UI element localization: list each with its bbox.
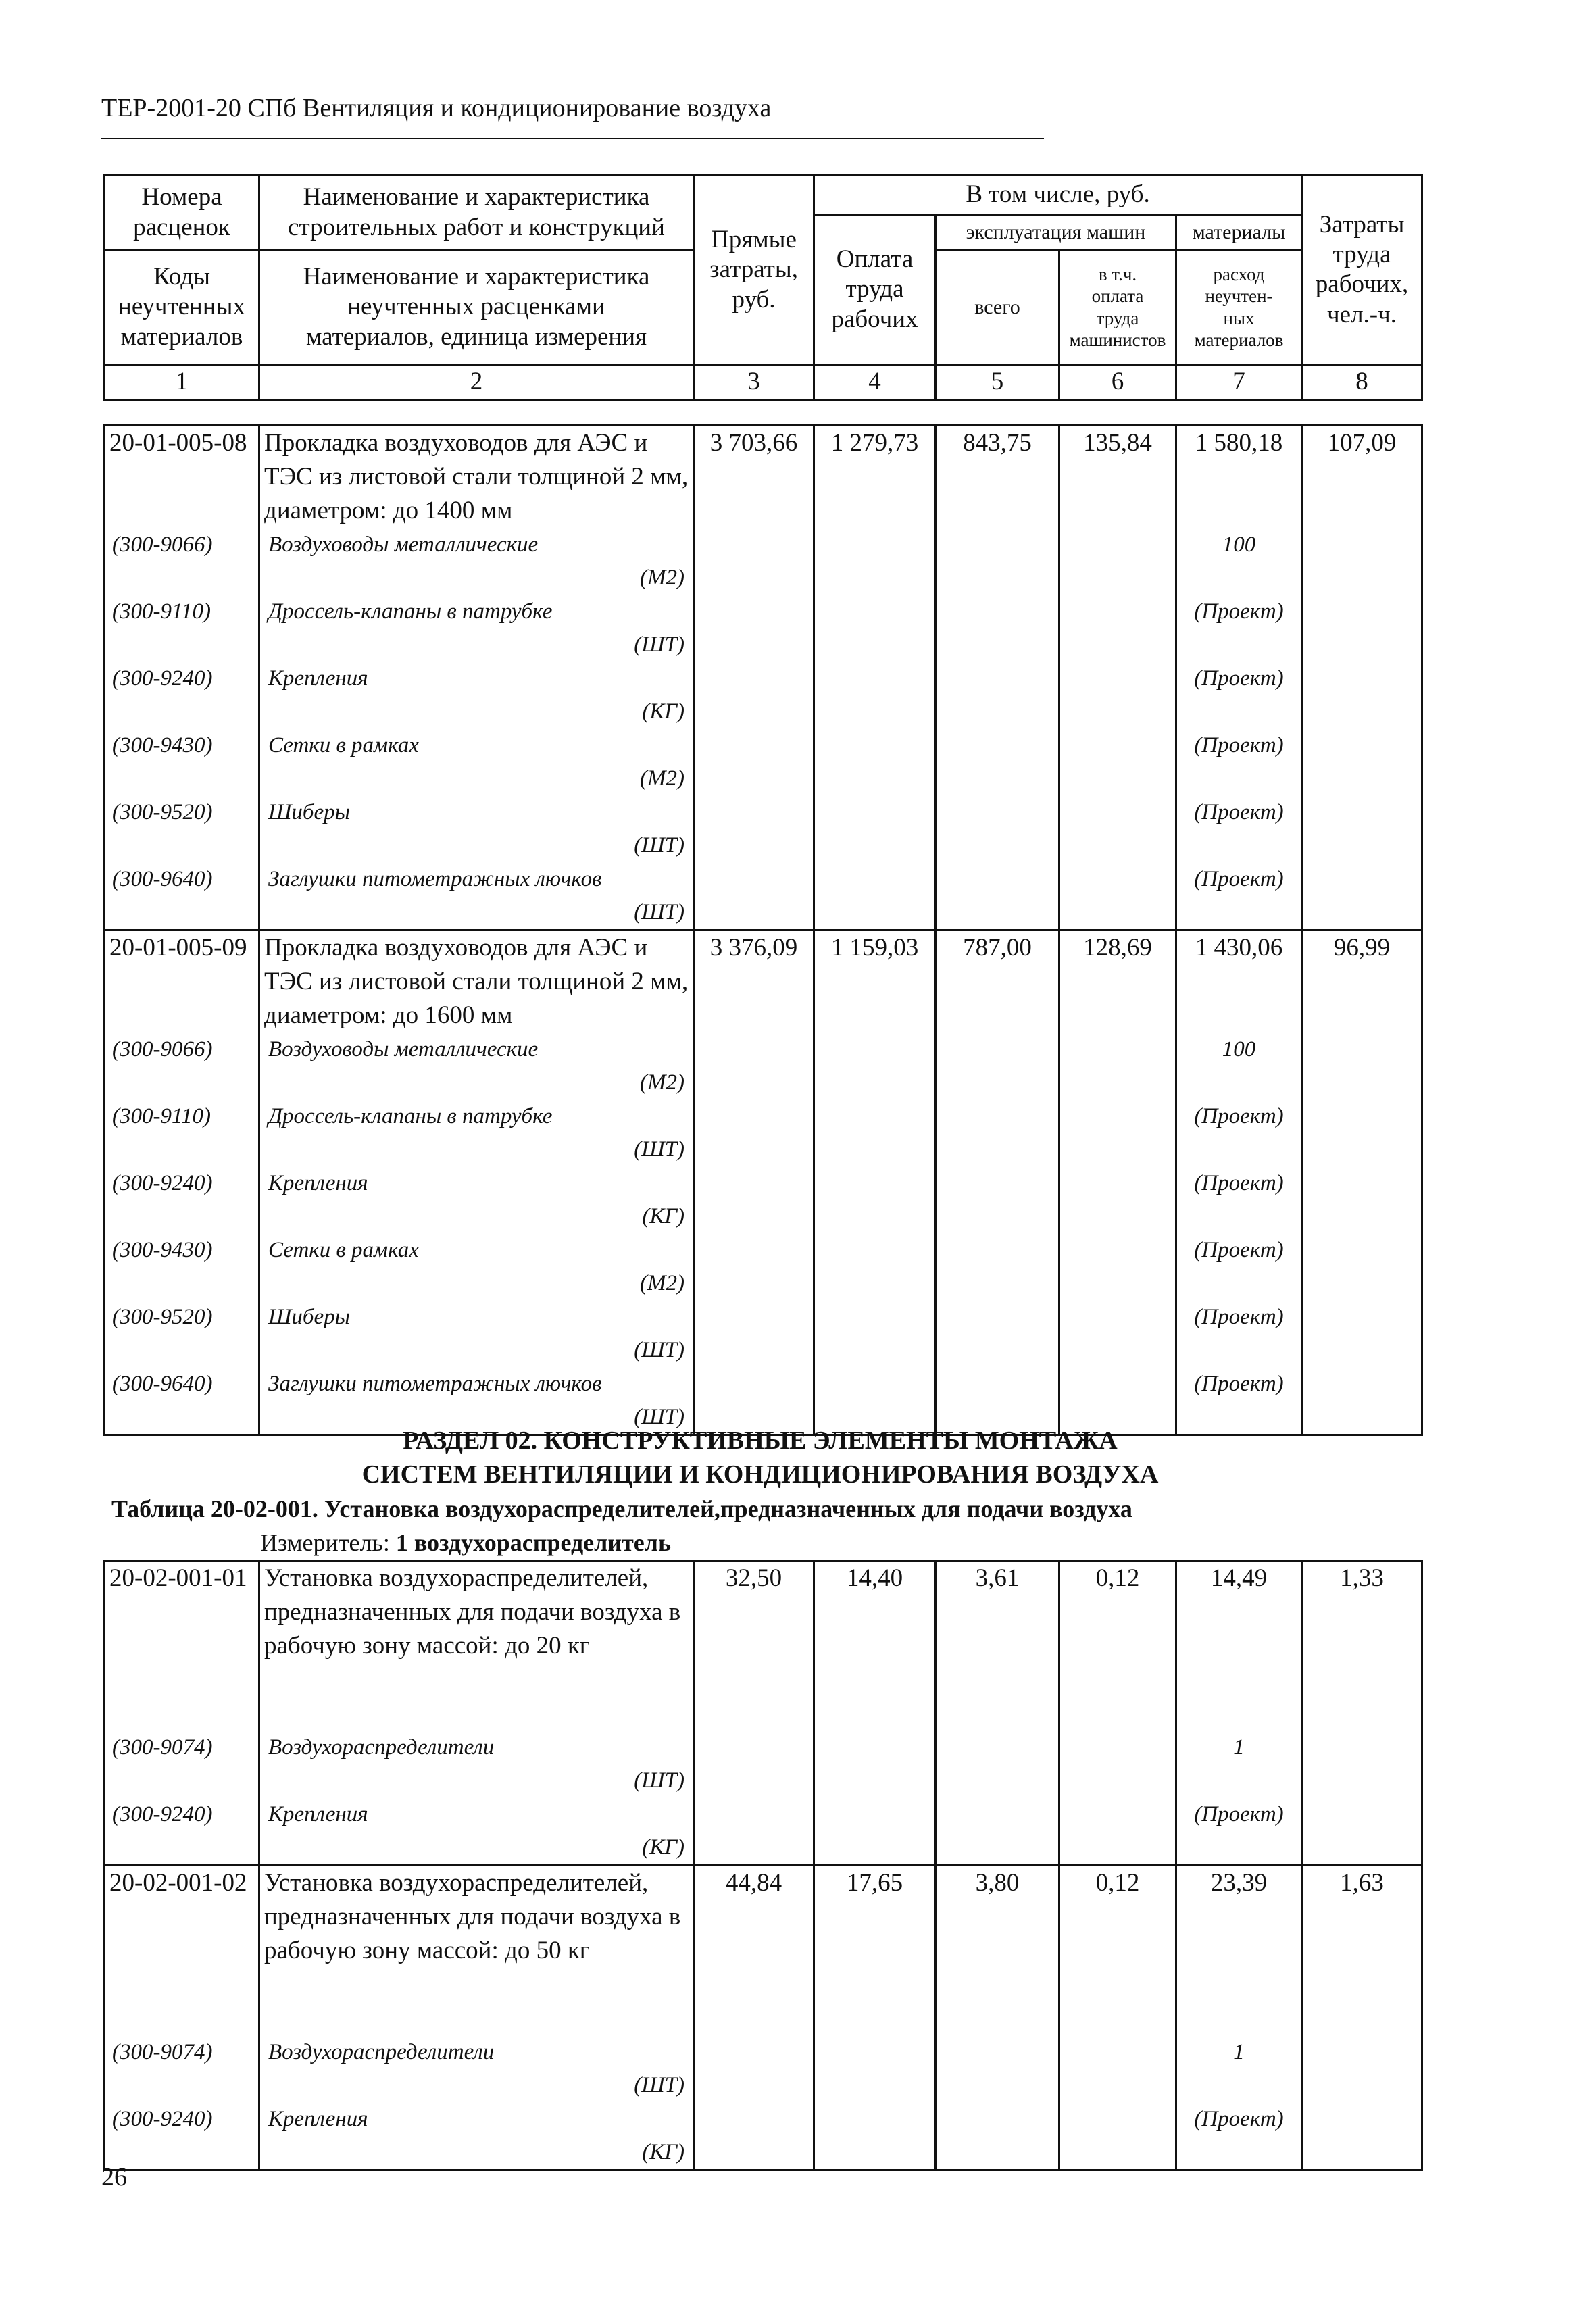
material-qty-block (1177, 1731, 1301, 1797)
direct-costs: 3 703,66 (709, 429, 798, 457)
material-quantity: 100 (1222, 1037, 1256, 1062)
material-costs-cell (1176, 1866, 1302, 2170)
direct-costs-cell (694, 1866, 814, 2170)
rate-row (105, 1561, 1422, 1866)
driver-pay-cell (1059, 1561, 1176, 1866)
material-code-block (109, 862, 258, 929)
material-code-block (109, 728, 258, 795)
material-unit: (М2) (640, 1070, 684, 1095)
document-header-title: ТЕР-2001-20 СПб Вентиляция и кондиционирование воздуха (101, 94, 772, 122)
material-unit: (ШТ) (634, 1137, 684, 1162)
material-item (264, 1032, 693, 1099)
material-name: Крепления (268, 1171, 368, 1195)
driver-pay-cell (1059, 930, 1176, 1435)
material-costs-cell (1176, 930, 1302, 1435)
material-item (264, 1731, 693, 1797)
material-item (264, 1233, 693, 1300)
labor-hours-cell (1302, 1561, 1422, 1866)
material-item (264, 2102, 693, 2169)
material-qty-block (1177, 862, 1301, 929)
material-quantity: (Проект) (1194, 599, 1284, 624)
material-item (264, 2035, 693, 2102)
material-item (264, 728, 693, 795)
material-item (264, 662, 693, 728)
material-code: (300-9066) (112, 1037, 213, 1062)
material-quantity: 1 (1233, 1735, 1245, 1760)
material-unit: (КГ) (642, 2140, 684, 2164)
material-costs: 14,49 (1210, 1564, 1268, 1592)
material-costs: 23,39 (1210, 1869, 1268, 1897)
worker-pay-cell (814, 1866, 936, 2170)
material-costs-cell (1176, 426, 1302, 930)
material-name: Крепления (268, 666, 368, 691)
material-code: (300-9430) (112, 733, 213, 757)
material-quantity: 100 (1222, 532, 1256, 557)
worker-pay: 1 279,73 (830, 429, 919, 457)
header-machines-total: всего (936, 250, 1059, 364)
material-code: (300-9240) (112, 1171, 213, 1195)
driver-pay: 128,69 (1083, 934, 1152, 962)
material-code-block (109, 1099, 258, 1166)
material-code-block (109, 1797, 258, 1864)
material-name: Шиберы (268, 1305, 351, 1329)
material-item (264, 1300, 693, 1367)
driver-pay-cell (1059, 1866, 1176, 2170)
header-work-name: Наименование и характеристика строительных работ и конструкций (259, 176, 694, 251)
rate-code-cell (105, 930, 259, 1435)
material-qty-block (1177, 595, 1301, 662)
machine-costs-cell (936, 426, 1059, 930)
material-quantity: (Проект) (1194, 867, 1284, 891)
material-code-block (109, 528, 258, 595)
material-unit: (ШТ) (634, 900, 684, 924)
worker-pay: 1 159,03 (830, 934, 919, 962)
rate-code: 20-01-005-08 (109, 429, 247, 457)
material-quantity: (Проект) (1194, 1372, 1284, 1396)
material-name: Сетки в рамках (268, 733, 419, 757)
labor-hours: 96,99 (1333, 934, 1391, 962)
material-code: (300-9240) (112, 2107, 213, 2131)
material-unit: (ШТ) (634, 2073, 684, 2097)
header-materials: материалы (1176, 215, 1302, 250)
material-code: (300-9074) (112, 2040, 213, 2064)
material-qty-block (1177, 1300, 1301, 1367)
material-name: Сетки в рамках (268, 1238, 419, 1262)
material-qty-block (1177, 1032, 1301, 1099)
header-driver-pay: в т.ч. оплата труда машинистов (1059, 250, 1176, 364)
material-code-block (109, 1166, 258, 1233)
material-quantity: 1 (1233, 2040, 1245, 2064)
labor-hours: 107,09 (1327, 429, 1397, 457)
material-code: (300-9110) (112, 1104, 211, 1128)
direct-costs-cell (694, 930, 814, 1435)
material-name: Воздуховоды металлические (268, 1037, 539, 1062)
material-name: Заглушки питометражных лючков (268, 1372, 602, 1396)
material-code-block (109, 595, 258, 662)
labor-hours-cell (1302, 930, 1422, 1435)
column-header-table (103, 174, 1423, 401)
machine-costs: 787,00 (963, 934, 1032, 962)
material-code: (300-9430) (112, 1238, 213, 1262)
material-unit: (М2) (640, 566, 684, 590)
rates-table-section-02 (103, 1560, 1423, 2171)
material-item (264, 1797, 693, 1864)
header-rule (101, 138, 1044, 139)
material-name: Дроссель-клапаны в патрубке (268, 1104, 553, 1128)
meter-label: Измеритель: (260, 1529, 396, 1556)
material-unit: (ШТ) (634, 1768, 684, 1793)
rates-table-section-01 (103, 424, 1423, 1436)
material-qty-block (1177, 795, 1301, 862)
material-qty-block (1177, 1797, 1301, 1864)
rate-code-cell (105, 426, 259, 930)
rate-name: Установка воздухораспределителей, предназначенных для подачи воздуха в рабочую зону массой: до 50 кг (264, 1869, 681, 1964)
labor-hours: 1,63 (1340, 1869, 1384, 1897)
material-quantity: (Проект) (1194, 733, 1284, 757)
material-code-block (109, 1731, 258, 1797)
header-column-numbers: 1 2 3 4 5 6 7 8 (105, 364, 1422, 399)
rate-name-cell (259, 1561, 694, 1866)
rate-code-cell (105, 1866, 259, 2170)
material-item (264, 595, 693, 662)
material-item (264, 795, 693, 862)
meter-line (260, 1528, 671, 1557)
material-code-block (109, 2035, 258, 2102)
rate-name-cell (259, 1866, 694, 2170)
material-code: (300-9074) (112, 1735, 213, 1760)
rate-name: Установка воздухораспределителей, предназначенных для подачи воздуха в рабочую зону массой: до 20 кг (264, 1564, 681, 1660)
rate-code: 20-01-005-09 (109, 934, 247, 962)
labor-hours: 1,33 (1340, 1564, 1384, 1592)
material-code-block (109, 2102, 258, 2169)
material-quantity: (Проект) (1194, 1104, 1284, 1128)
direct-costs-cell (694, 1561, 814, 1866)
material-name: Дроссель-клапаны в патрубке (268, 599, 553, 624)
rate-row (105, 426, 1422, 930)
material-name: Воздухораспределители (268, 2040, 495, 2064)
machine-costs: 3,61 (975, 1564, 1020, 1592)
worker-pay-cell (814, 930, 936, 1435)
section-title-line2: СИСТЕМ ВЕНТИЛЯЦИИ И КОНДИЦИОНИРОВАНИЯ ВОЗДУХА (361, 1460, 1159, 1489)
material-quantity: (Проект) (1194, 2107, 1284, 2131)
material-code: (300-9066) (112, 532, 213, 557)
material-item (264, 1099, 693, 1166)
material-code: (300-9520) (112, 800, 213, 824)
material-quantity: (Проект) (1194, 800, 1284, 824)
material-unit: (ШТ) (634, 833, 684, 857)
direct-costs-cell (694, 426, 814, 930)
section-title-line1: РАЗДЕЛ 02. КОНСТРУКТИВНЫЕ ЭЛЕМЕНТЫ МОНТАЖА (403, 1426, 1118, 1455)
material-name: Шиберы (268, 800, 351, 824)
material-qty-block (1177, 2035, 1301, 2102)
rate-name-cell (259, 426, 694, 930)
material-name: Воздухораспределители (268, 1735, 495, 1760)
material-item (264, 528, 693, 595)
material-qty-block (1177, 528, 1301, 595)
material-item (264, 1166, 693, 1233)
material-code-block (109, 1032, 258, 1099)
machine-costs-cell (936, 930, 1059, 1435)
material-qty-block (1177, 1099, 1301, 1166)
header-material-names: Наименование и характеристика неучтенных расценками материалов, единица измерения (259, 250, 694, 364)
header-rate-numbers: Номера расценок (105, 176, 259, 251)
labor-hours-cell (1302, 1866, 1422, 2170)
direct-costs: 3 376,09 (709, 934, 798, 962)
worker-pay: 14,40 (846, 1564, 903, 1592)
material-unit: (М2) (640, 1271, 684, 1295)
material-code-block (109, 1300, 258, 1367)
material-unit: (ШТ) (634, 1405, 684, 1429)
header-including-group: В том числе, руб. (814, 176, 1302, 215)
header-direct-costs: Прямые затраты, руб. (694, 176, 814, 365)
material-name: Заглушки питометражных лючков (268, 867, 602, 891)
material-qty-block (1177, 2102, 1301, 2169)
material-quantity: (Проект) (1194, 1171, 1284, 1195)
driver-pay: 135,84 (1083, 429, 1152, 457)
machine-costs-cell (936, 1561, 1059, 1866)
material-quantity: (Проект) (1194, 666, 1284, 691)
driver-pay: 0,12 (1095, 1564, 1140, 1592)
material-code-block (109, 662, 258, 728)
material-code: (300-9240) (112, 1802, 213, 1826)
direct-costs: 44,84 (725, 1869, 782, 1897)
material-code-block (109, 1233, 258, 1300)
worker-pay-cell (814, 426, 936, 930)
material-unit: (ШТ) (634, 632, 684, 657)
material-unit: (М2) (640, 766, 684, 791)
material-qty-block (1177, 728, 1301, 795)
table-caption: Таблица 20-02-001. Установка воздухораспределителей,предназначенных для подачи воздуха (111, 1495, 1132, 1522)
header-material-codes: Коды неучтенных материалов (105, 250, 259, 364)
material-unit: (КГ) (642, 699, 684, 724)
page-number: 26 (101, 2163, 127, 2191)
material-item (264, 862, 693, 929)
driver-pay: 0,12 (1095, 1869, 1140, 1897)
header-labor-costs: Затраты труда рабочих, чел.-ч. (1302, 176, 1422, 365)
machine-costs-cell (936, 1866, 1059, 2170)
material-unit: (КГ) (642, 1835, 684, 1860)
direct-costs: 32,50 (725, 1564, 782, 1592)
material-code: (300-9520) (112, 1305, 213, 1329)
machine-costs: 843,75 (963, 429, 1032, 457)
header-machine-operation: эксплуатация машин (936, 215, 1176, 250)
material-quantity: (Проект) (1194, 1802, 1284, 1826)
material-quantity: (Проект) (1194, 1238, 1284, 1262)
material-name: Крепления (268, 2107, 368, 2131)
material-code: (300-9110) (112, 599, 211, 624)
material-costs: 1 580,18 (1195, 429, 1283, 457)
rate-code-cell (105, 1561, 259, 1866)
rate-code: 20-02-001-01 (109, 1564, 247, 1592)
header-worker-pay: Оплата труда рабочих (814, 215, 936, 364)
material-unit: (ШТ) (634, 1338, 684, 1362)
rate-name: Прокладка воздуховодов для АЭС и ТЭС из листовой стали толщиной 2 мм, диаметром: до 1600 мм (264, 934, 689, 1029)
material-costs-cell (1176, 1561, 1302, 1866)
material-costs: 1 430,06 (1195, 934, 1283, 962)
material-code: (300-9240) (112, 666, 213, 691)
material-unit: (КГ) (642, 1204, 684, 1228)
material-code: (300-9640) (112, 1372, 213, 1396)
meter-value: 1 воздухораспределитель (395, 1529, 671, 1556)
material-quantity: (Проект) (1194, 1305, 1284, 1329)
rate-name: Прокладка воздуховодов для АЭС и ТЭС из листовой стали толщиной 2 мм, диаметром: до 1400 мм (264, 429, 689, 524)
rate-code: 20-02-001-02 (109, 1869, 247, 1897)
material-name: Крепления (268, 1802, 368, 1826)
material-code: (300-9640) (112, 867, 213, 891)
labor-hours-cell (1302, 426, 1422, 930)
driver-pay-cell (1059, 426, 1176, 930)
material-code-block (109, 795, 258, 862)
rate-row (105, 1866, 1422, 2170)
machine-costs: 3,80 (975, 1869, 1020, 1897)
material-qty-block (1177, 1166, 1301, 1233)
header-unaccounted-materials: расход неучтен- ных материалов (1176, 250, 1302, 364)
material-qty-block (1177, 1233, 1301, 1300)
rate-row (105, 930, 1422, 1435)
material-qty-block (1177, 662, 1301, 728)
worker-pay-cell (814, 1561, 936, 1866)
rate-name-cell (259, 930, 694, 1435)
worker-pay: 17,65 (846, 1869, 903, 1897)
material-name: Воздуховоды металлические (268, 532, 539, 557)
